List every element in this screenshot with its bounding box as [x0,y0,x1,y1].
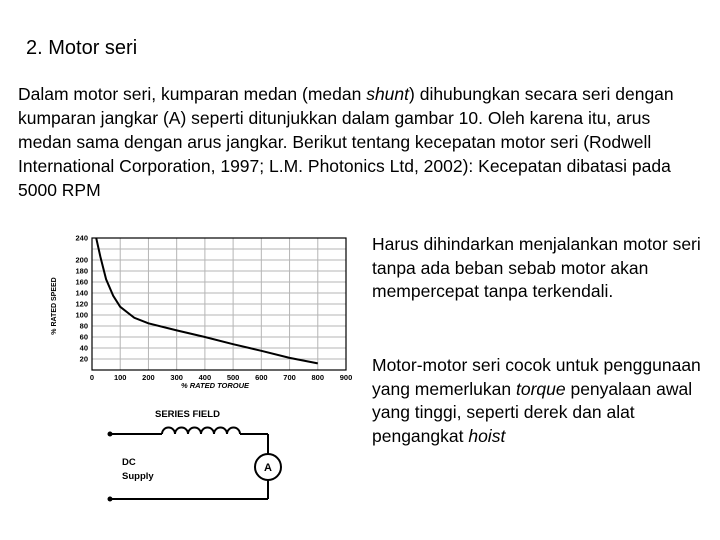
y-tick-label: 240 [75,233,88,243]
x-tick-label: 300 [170,373,183,382]
side-text-2b: penyalaan awal yang tinggi, seperti derek dan alat pengangkat [372,378,693,446]
armature-label: A [264,462,272,474]
x-tick-label: 600 [255,373,268,382]
speed-torque-chart [40,228,360,388]
y-tick-label: 60 [79,332,88,342]
x-tick-label: 500 [226,373,240,382]
side-italic-hoist: hoist [468,425,506,446]
y-tick-label: 80 [79,321,88,331]
x-axis-label: % RATED TORQUE [180,381,250,388]
intro-text-1: Dalam motor seri, kumparan medan (medan [18,84,367,104]
y-tick-label: 20 [79,354,88,364]
y-tick-label: 40 [79,343,88,353]
x-tick-label: 400 [198,373,212,382]
x-tick-label: 700 [283,373,296,382]
y-axis-label: % RATED SPEED [51,277,58,335]
side-italic-torque: torque [515,378,566,399]
y-tick-label: 200 [75,255,88,265]
supply-label: Supply [122,471,154,482]
speed-torque-curve [96,238,318,363]
supply-terminal-top [108,432,113,437]
y-tick-label: 180 [75,266,88,276]
intro-italic-shunt: shunt [366,84,410,104]
motor-figure [40,228,360,515]
series-field-coil [162,428,240,435]
y-tick-label: 140 [75,288,88,298]
intro-text-2: ) dihubungkan secara seri dengan kumparan jangkar (A) seperti ditunjukkan dalam gambar 10. Oleh karena itu, arus medan sama dengan arus jangkar. Berikut tentang kecepatan motor seri (Rodwell International Corporation, 1997; L.M. Photonics Ltd, 2002): Kecepatan dibatasi pada 5000 RPM [18,84,674,200]
page-title: 2. Motor seri [26,37,138,59]
intro-paragraph [18,82,708,202]
series-field-label: SERIES FIELD [155,409,220,420]
series-motor-circuit [40,405,360,515]
x-tick-label: 900 [339,373,353,382]
y-tick-label: 160 [75,277,88,287]
x-tick-label: 200 [142,373,155,382]
side-paragraph-1: Harus dihindarkan menjalankan motor seri tanpa ada beban sebab motor akan mempercepat tanpa terkendali. [372,234,701,301]
side-paragraph-2 [372,354,702,448]
side-text-2a: Motor-motor seri cocok untuk penggunaan yang memerlukan [372,355,701,399]
x-tick-label: 100 [113,373,127,382]
x-tick-label: 800 [311,373,325,382]
chart-grid [92,238,346,370]
y-tick-label: 100 [75,310,88,320]
x-tick-label: 0 [89,373,95,382]
supply-terminal-bottom [108,497,113,502]
y-tick-label: 120 [75,299,88,309]
dc-label: DC [122,457,136,468]
y-tick-labels [75,234,88,364]
